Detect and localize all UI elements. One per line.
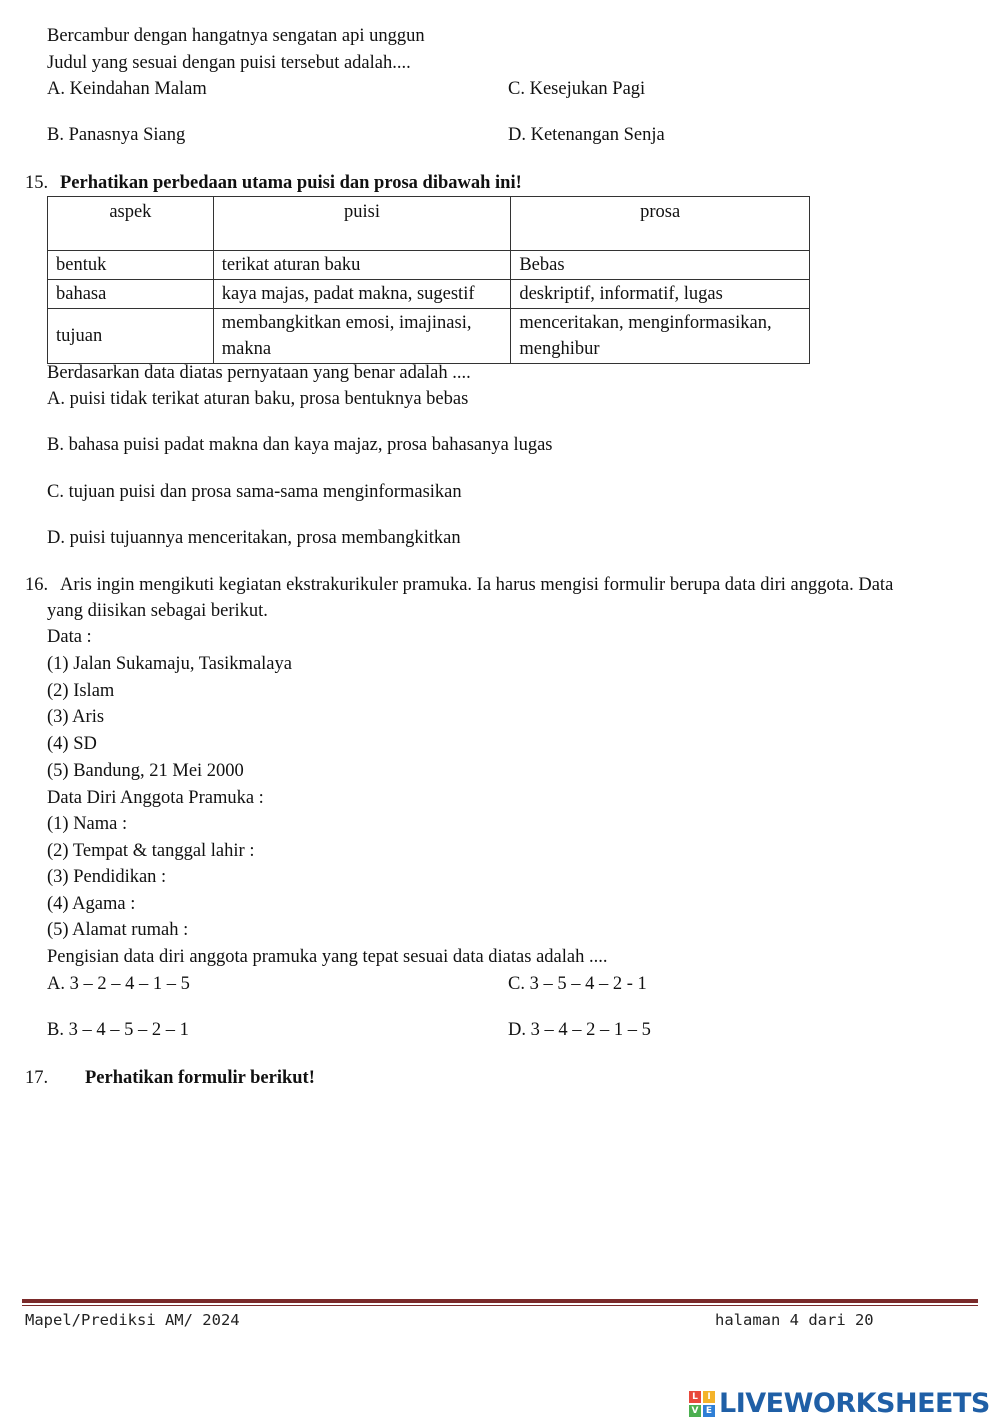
- q17-number: 17.: [25, 1068, 49, 1088]
- logo-tile: E: [703, 1405, 715, 1417]
- table-cell: bentuk: [48, 251, 214, 280]
- q15-question: Berdasarkan data diatas pernyataan yang benar adalah ....: [47, 363, 471, 383]
- footer-page-number: halaman 4 dari 20: [715, 1311, 874, 1329]
- table-cell: deskriptif, informatif, lugas: [511, 280, 810, 309]
- table-row: [48, 309, 810, 364]
- footer-left: Mapel/Prediksi AM/ 2024: [25, 1311, 240, 1329]
- list-item: (2) Tempat & tanggal lahir :: [47, 841, 255, 861]
- q15-option-d[interactable]: D. puisi tujuannya menceritakan, prosa membangkitkan: [47, 528, 461, 548]
- footer-rule: [22, 1299, 978, 1303]
- list-item: (1) Jalan Sukamaju, Tasikmalaya: [47, 654, 292, 674]
- q15-number: 15.: [25, 173, 49, 193]
- q16-option-a[interactable]: A. 3 – 2 – 4 – 1 – 5: [47, 974, 190, 994]
- q14-poem-line: Bercambur dengan hangatnya sengatan api unggun: [47, 26, 425, 46]
- table-cell: Bebas: [511, 251, 810, 280]
- q16-option-b[interactable]: B. 3 – 4 – 5 – 2 – 1: [47, 1020, 189, 1040]
- liveworksheets-logo[interactable]: [689, 1388, 990, 1419]
- table-cell: kaya majas, padat makna, sugestif: [213, 280, 511, 309]
- q16-question: Pengisian data diri anggota pramuka yang tepat sesuai data diatas adalah ....: [47, 947, 608, 967]
- list-item: (1) Nama :: [47, 814, 128, 834]
- q15-option-c[interactable]: C. tujuan puisi dan prosa sama-sama menginformasikan: [47, 482, 462, 502]
- list-item: (4) Agama :: [47, 894, 136, 914]
- q14-option-d[interactable]: D. Ketenangan Senja: [508, 125, 665, 145]
- q16-number: 16.: [25, 575, 49, 595]
- table-cell: terikat aturan baku: [213, 251, 511, 280]
- q14-option-c[interactable]: C. Kesejukan Pagi: [508, 79, 646, 99]
- table-cell: bahasa: [48, 280, 214, 309]
- footer-rule-thin: [22, 1305, 978, 1306]
- table-header-cell: puisi: [213, 197, 511, 251]
- table-row: [48, 251, 810, 280]
- list-item: (3) Pendidikan :: [47, 867, 167, 887]
- list-item: (5) Alamat rumah :: [47, 920, 189, 940]
- q16-intro-line2: yang diisikan sebagai berikut.: [47, 601, 268, 621]
- list-item: (5) Bandung, 21 Mei 2000: [47, 761, 244, 781]
- q14-option-b[interactable]: B. Panasnya Siang: [47, 125, 186, 145]
- q17-title: Perhatikan formulir berikut!: [85, 1068, 315, 1088]
- brand-name: LIVEWORKSHEETS: [719, 1388, 990, 1419]
- q15-option-a[interactable]: A. puisi tidak terikat aturan baku, prosa bentuknya bebas: [47, 389, 469, 409]
- q16-option-c[interactable]: C. 3 – 5 – 4 – 2 - 1: [508, 974, 647, 994]
- q15-option-b[interactable]: B. bahasa puisi padat makna dan kaya majaz, prosa bahasanya lugas: [47, 435, 553, 455]
- q16-intro-line1: Aris ingin mengikuti kegiatan ekstrakurikuler pramuka. Ia harus mengisi formulir berupa data diri anggota. Data: [60, 575, 894, 595]
- comparison-table: [47, 196, 810, 364]
- table-header-row: [48, 197, 810, 251]
- table-cell: membangkitkan emosi, imajinasi, makna: [213, 309, 511, 364]
- table-cell: tujuan: [48, 309, 214, 364]
- logo-tile: L: [689, 1391, 701, 1403]
- q14-option-a[interactable]: A. Keindahan Malam: [47, 79, 207, 99]
- q16-option-d[interactable]: D. 3 – 4 – 2 – 1 – 5: [508, 1020, 651, 1040]
- logo-tile: V: [689, 1405, 701, 1417]
- q16-data-label: Data :: [47, 627, 92, 647]
- q15-title: Perhatikan perbedaan utama puisi dan prosa dibawah ini!: [60, 173, 522, 193]
- table-header-cell: prosa: [511, 197, 810, 251]
- table-cell: menceritakan, menginformasikan, menghibur: [511, 309, 810, 364]
- table-header-cell: aspek: [48, 197, 214, 251]
- list-item: (3) Aris: [47, 707, 105, 727]
- q16-form-label: Data Diri Anggota Pramuka :: [47, 788, 264, 808]
- q14-question: Judul yang sesuai dengan puisi tersebut adalah....: [47, 53, 411, 73]
- liveworksheets-icon: [689, 1391, 715, 1417]
- logo-tile: I: [703, 1391, 715, 1403]
- list-item: (4) SD: [47, 734, 97, 754]
- list-item: (2) Islam: [47, 681, 115, 701]
- table-row: [48, 280, 810, 309]
